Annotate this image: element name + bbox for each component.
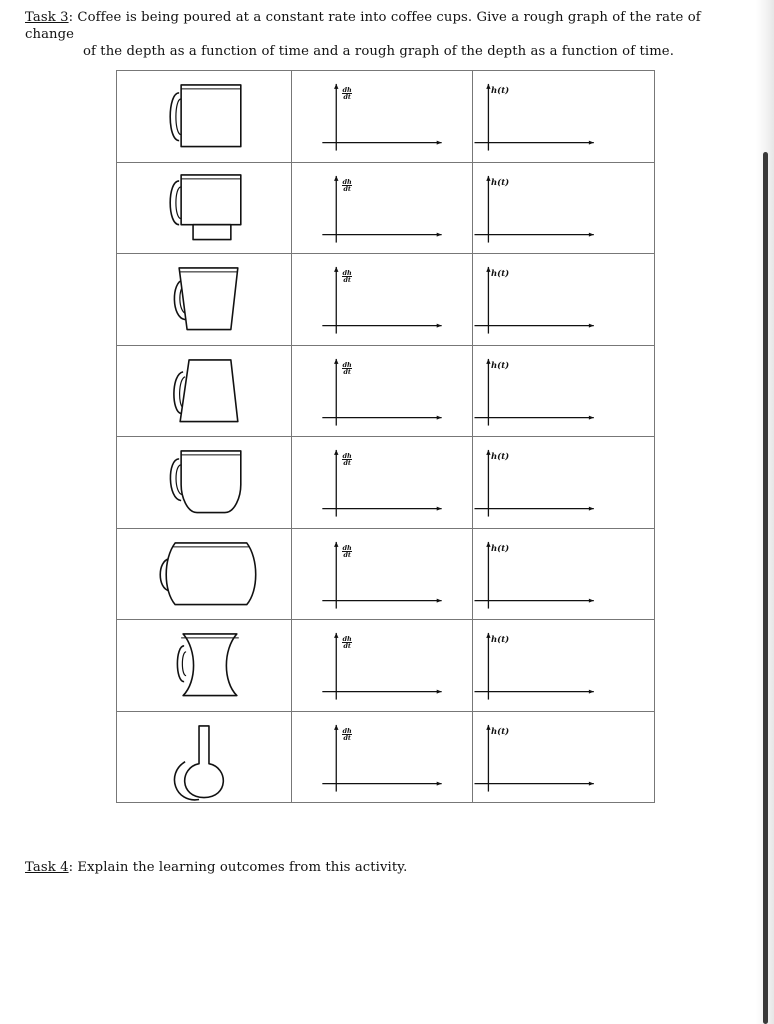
depth-axes-icon [473,712,654,803]
depth-axes-icon [473,71,654,162]
depth-axes-icon [473,529,654,620]
rate-axes-icon [292,163,472,254]
cup-icon [117,254,291,345]
depth-axes-icon [473,254,654,345]
depth-axes-icon [473,437,654,528]
cup-icon [117,346,291,437]
task-3-prompt [25,9,740,60]
cups-graph-table [116,70,655,803]
depth-graph-cell[interactable] [473,71,655,163]
depth-graph-cell[interactable] [473,620,655,712]
depth-axes-icon [473,620,654,711]
task-3-text-line1: : Coffee is being poured at a constant rate into coffee cups. Give a rough graph of the rate of change [25,10,701,42]
rate-graph-cell[interactable] [292,620,473,712]
depth-axes-icon [473,163,654,254]
depth-axis-label: h(t) [491,452,510,462]
depth-graph-cell[interactable] [473,711,655,803]
cup-cell [117,254,292,346]
cup-row [117,71,655,163]
rate-numerator: dh [342,177,352,186]
rate-denominator: dt [343,642,351,650]
rate-axes-icon [292,254,472,345]
rate-denominator: dt [343,550,351,559]
rate-axes-icon [292,712,472,803]
rate-numerator: dh [342,360,352,369]
cup-icon [117,620,291,711]
depth-axis-label: h(t) [491,86,510,96]
depth-graph-cell[interactable] [473,254,655,346]
cup-row [117,437,655,529]
cup-icon [117,529,291,620]
rate-denominator: dt [343,184,351,193]
rate-axis-label [342,179,352,192]
rate-axis-label [342,87,352,100]
task-4-text: : Explain the learning outcomes from this activity. [68,860,408,875]
task-4-label: Task 4 [25,860,69,875]
rate-numerator: dh [342,726,352,735]
rate-axis-label [342,362,352,375]
rate-denominator: dt [343,93,351,101]
rate-numerator: dh [342,635,352,643]
rate-axes-icon [292,620,472,711]
rate-numerator: dh [342,452,352,460]
rate-numerator: dh [342,269,352,277]
rate-denominator: dt [343,733,351,742]
rate-denominator: dt [343,367,351,376]
depth-graph-cell[interactable] [473,345,655,437]
depth-axis-label: h(t) [491,269,510,279]
depth-axes-icon [473,346,654,437]
task-3-label: Task 3 [25,10,69,25]
cup-row [117,345,655,437]
cup-row [117,620,655,712]
cup-row [117,254,655,346]
cup-cell [117,528,292,620]
cup-icon [117,437,291,528]
task-4-prompt [25,859,740,876]
depth-graph-cell[interactable] [473,528,655,620]
rate-axis-label [342,728,352,741]
task-3-text-line2: of the depth as a function of time and a rough graph of the depth as a function of time. [83,44,674,59]
depth-graph-cell[interactable] [473,437,655,529]
rate-axes-icon [292,71,472,162]
rate-numerator: dh [342,86,352,94]
cup-cell [117,711,292,803]
rate-numerator: dh [342,543,352,552]
scrollbar[interactable] [763,152,768,1024]
cup-icon [117,71,291,162]
rate-axis-label [342,270,352,283]
rate-axis-label [342,636,352,649]
cup-cell [117,437,292,529]
cup-cell [117,620,292,712]
rate-graph-cell[interactable] [292,345,473,437]
rate-graph-cell[interactable] [292,437,473,529]
rate-graph-cell[interactable] [292,71,473,163]
cup-cell [117,71,292,163]
rate-axes-icon [292,529,472,620]
rate-denominator: dt [343,276,351,284]
rate-graph-cell[interactable] [292,711,473,803]
cup-row [117,162,655,254]
rate-graph-cell[interactable] [292,254,473,346]
depth-axis-label: h(t) [491,543,510,554]
depth-axis-label: h(t) [491,360,510,371]
cup-cell [117,345,292,437]
rate-graph-cell[interactable] [292,162,473,254]
depth-axis-label: h(t) [491,635,510,645]
depth-axis-label: h(t) [491,726,510,737]
rate-axis-label [342,545,352,558]
rate-denominator: dt [343,459,351,467]
rate-axes-icon [292,437,472,528]
cup-row [117,711,655,803]
cup-cell [117,162,292,254]
depth-graph-cell[interactable] [473,162,655,254]
rate-graph-cell[interactable] [292,528,473,620]
depth-axis-label: h(t) [491,177,510,188]
cup-icon [117,712,291,803]
rate-axes-icon [292,346,472,437]
cup-row [117,528,655,620]
rate-axis-label [342,453,352,466]
cup-icon [117,163,291,254]
